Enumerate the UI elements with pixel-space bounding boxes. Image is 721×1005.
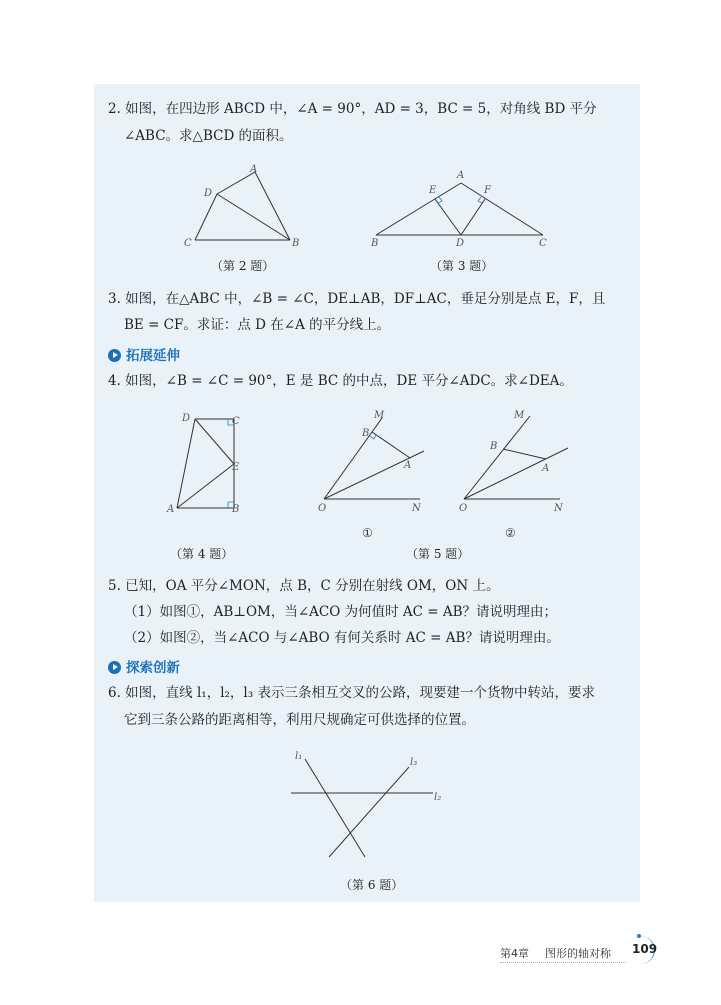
fig4-label-D: D	[182, 413, 191, 424]
fig5-right-label-O: O	[459, 503, 468, 514]
fig2-label-B: B	[292, 238, 300, 249]
figure-5-left	[312, 404, 432, 544]
fig4-label-A: A	[167, 504, 175, 515]
figure-5-right	[452, 404, 577, 544]
q2-text-line2: ∠ABC。求△BCD 的面积。	[124, 128, 293, 144]
q5-text-line1: 5. 已知，OA 平分∠MON，点 B，C 分别在射线 OM，ON 上。	[108, 578, 500, 594]
fig2-label-A: A	[250, 164, 258, 175]
section-heading-extend	[108, 344, 180, 364]
footer-chapter-title: 图形的轴对称	[545, 947, 611, 960]
fig5-right-number: ②	[505, 526, 516, 540]
fig2-caption: （第 2 题）	[211, 259, 275, 273]
fig6-caption: （第 6 题）	[340, 878, 404, 892]
fig5-left-number: ①	[362, 526, 373, 540]
figure-6	[285, 745, 455, 865]
fig3-label-F: F	[484, 185, 491, 196]
section-heading-explore	[108, 656, 180, 676]
play-icon	[108, 349, 121, 362]
q2-text-line1: 2. 如图，在四边形 ABCD 中，∠A = 90°，AD = 3，BC = 5，对角线 BD 平分	[108, 101, 597, 117]
fig6-label-l1: l₁	[295, 751, 303, 762]
figure-2	[180, 160, 310, 255]
fig3-label-D: D	[456, 238, 465, 249]
fig6-label-l3: l₃	[410, 757, 418, 768]
fig5-right-label-M: M	[514, 410, 525, 421]
q6-text-line2: 它到三条公路的距离相等，利用尺规确定可供选择的位置。	[124, 712, 475, 728]
figure-4	[162, 408, 257, 518]
fig4-caption: （第 4 题）	[170, 547, 234, 561]
fig5-left-label-A: A	[404, 460, 412, 471]
play-icon	[108, 661, 121, 674]
q5-text-line2: （1）如图①，AB⊥OM，当∠ACO 为何值时 AC = AB？请说明理由；	[124, 604, 558, 620]
fig5-left-label-N: N	[412, 503, 421, 514]
fig4-label-E: E	[232, 462, 240, 473]
fig2-label-D: D	[204, 188, 213, 199]
fig5-left-label-B: B	[362, 428, 370, 439]
fig4-label-B: B	[232, 504, 240, 515]
fig5-left-label-M: M	[374, 410, 385, 421]
figure-3	[368, 168, 558, 253]
fig5-right-label-B: B	[490, 441, 498, 452]
fig3-label-B: B	[371, 238, 379, 249]
q3-text-line2: BE = CF。求证：点 D 在∠A 的平分线上。	[124, 317, 391, 333]
fig5-right-label-N: N	[554, 503, 563, 514]
fig3-label-C: C	[539, 238, 547, 249]
fig5-caption: （第 5 题）	[406, 547, 470, 561]
q4-text-line1: 4. 如图，∠B = ∠C = 90°，E 是 BC 的中点，DE 平分∠ADC。求∠DEA。	[108, 373, 573, 389]
q5-text-line3: （2）如图②，当∠ACO 与∠ABO 有何关系时 AC = AB？请说明理由。	[124, 630, 560, 646]
page-number-dot	[637, 934, 641, 938]
fig4-label-C: C	[232, 416, 240, 427]
fig2-label-C: C	[184, 238, 192, 249]
fig3-label-A: A	[457, 170, 465, 181]
footer-chapter: 第4章	[500, 947, 529, 960]
q3-text-line1: 3. 如图，在△ABC 中，∠B = ∠C，DE⊥AB，DF⊥AC，垂足分别是点 E，F，且	[108, 291, 606, 307]
section-explore-label: 探索创新	[126, 660, 180, 676]
fig3-label-E: E	[429, 185, 437, 196]
footer-rule	[500, 962, 626, 963]
fig6-label-l2: l₂	[434, 792, 442, 803]
fig5-left-label-O: O	[318, 503, 327, 514]
fig5-right-label-A: A	[542, 463, 550, 474]
fig3-caption: （第 3 题）	[430, 259, 494, 273]
q6-text-line1: 6. 如图，直线 l₁，l₂，l₃ 表示三条相互交叉的公路，现要建一个货物中转站，要求	[108, 685, 595, 701]
section-extend-label: 拓展延伸	[126, 348, 180, 364]
page-number: 109	[632, 942, 658, 956]
